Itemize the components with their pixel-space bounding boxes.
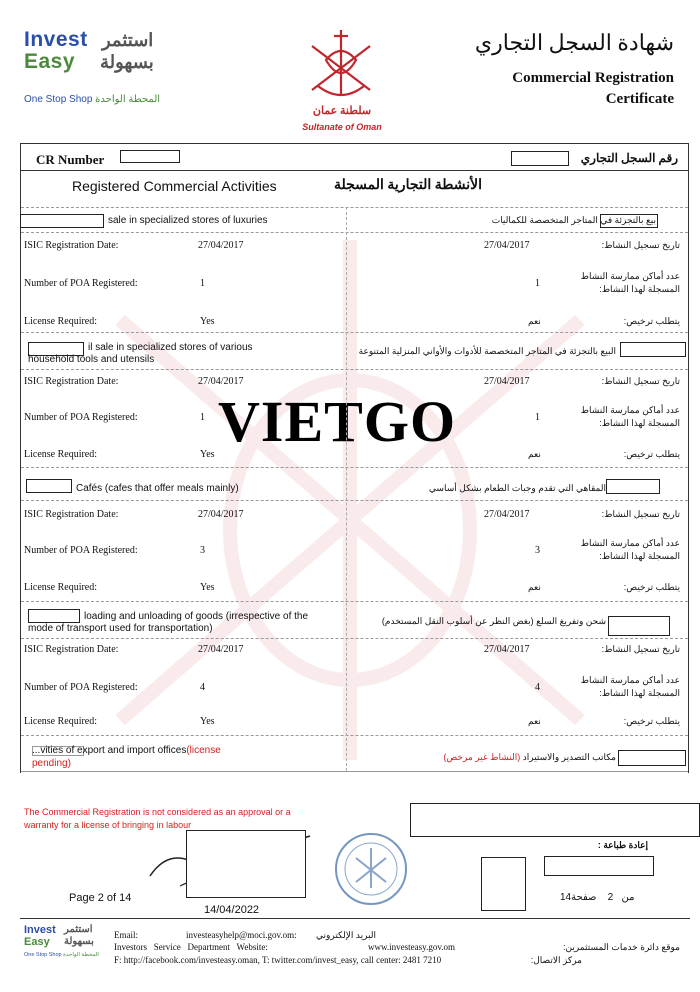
activity-3-code-redacted [26, 479, 72, 493]
footer-note-line-2: warranty for a license of bringing in labour [24, 820, 192, 830]
footer-logo-invest: Invest [24, 924, 56, 936]
page-number-ar [560, 892, 635, 903]
contact-call-center-ar: مركز الاتصال: [530, 955, 582, 965]
activity-4-header-line [21, 638, 688, 639]
activity-1-bottom-line [21, 332, 688, 333]
activity-2-title-ar: البيع بالتجزئة في المتاجر المتخصصة للأدوات والأواني المنزلية المتنوعة [358, 346, 616, 356]
activity-3-poa-label-ar-2: المسجلة لهذا النشاط: [599, 551, 680, 561]
contact-email-ar: البريد الإلكتروني [316, 930, 377, 940]
signature-redacted [186, 830, 306, 898]
activity-1-license-label-ar: يتطلب ترخيص: [623, 316, 680, 326]
activity-5-license-pending: (license [186, 745, 221, 756]
activity-2-license-label-ar: يتطلب ترخيص: [623, 449, 680, 459]
activity-2-date-en: 27/04/2017 [198, 376, 244, 387]
activity-1-license-label: License Required: [24, 316, 98, 327]
activity-3-poa-ar: 3 [535, 545, 540, 556]
footer-logo-tagline-en: One Stop Shop [24, 952, 62, 958]
oman-emblem [300, 24, 382, 116]
activity-3-title-en: Cafés (cafes that offer meals mainly) [76, 483, 239, 494]
activity-1-poa-label-ar-1: عدد أماكن ممارسة النشاط [580, 271, 680, 281]
cr-number-value-ar-redacted [511, 151, 569, 166]
activity-4-date-ar: 27/04/2017 [484, 644, 530, 655]
footer-logo-tagline [24, 952, 99, 958]
activity-2-poa-ar: 1 [535, 412, 540, 423]
activity-1-license-ar: نعم [528, 316, 541, 326]
activity-1-code-redacted [20, 214, 104, 228]
activity-5-title-ar-text: مكاتب التصدير والاستيراد [522, 752, 616, 762]
activity-2-isic-label: ISIC Registration Date: [24, 376, 119, 387]
page-ar-total: 14 [560, 892, 572, 903]
activity-4-isic-label: ISIC Registration Date: [24, 644, 119, 655]
activity-4-date-en: 27/04/2017 [198, 644, 244, 655]
column-divider [346, 207, 347, 771]
activity-2-poa-label-ar-2: المسجلة لهذا النشاط: [599, 418, 680, 428]
activity-1-poa-en: 1 [200, 278, 205, 289]
activity-4-title-en: loading and unloading of goods (irrespective of the [84, 611, 309, 622]
activity-5-title-en-text: ...vities of export and import offices [32, 745, 187, 756]
footer-note-ar-redacted [410, 803, 700, 837]
vietgo-watermark: VIETGO [218, 389, 457, 454]
logo-tagline-ar: المحطة الواحدة [95, 94, 161, 105]
activities-heading-ar: الأنشطة التجارية المسجلة [333, 178, 482, 193]
activity-2-date-ar: 27/04/2017 [484, 376, 530, 387]
cr-row-divider [21, 170, 688, 171]
footer-separator [20, 918, 690, 919]
logo-word-easy: Easy [24, 50, 76, 73]
activity-2-poa-en: 1 [200, 412, 205, 423]
activity-4-code-ar-redacted [608, 616, 670, 636]
activity-3-license-label-ar: يتطلب ترخيص: [623, 582, 680, 592]
activity-2-license-label: License Required: [24, 449, 98, 460]
activity-2-poa-label: Number of POA Registered: [24, 412, 138, 423]
print-date: 14/04/2022 [204, 904, 260, 916]
activity-5-title-en [32, 745, 221, 756]
activity-2-title-en-2: household tools and utensils [28, 354, 155, 365]
cr-number-value-redacted [120, 150, 180, 163]
logo-tagline [24, 94, 160, 105]
cr-number-label-ar: رقم السجل التجاري [580, 151, 678, 165]
activity-4-title-en-2: mode of transport used for transportation) [28, 623, 213, 634]
contact-email-label: Email: [114, 930, 138, 940]
activity-4-code-redacted [28, 609, 80, 623]
activity-5-title-ar [443, 752, 616, 763]
activity-1-isic-label: ISIC Registration Date: [24, 240, 119, 251]
activity-1-poa-ar: 1 [535, 278, 540, 289]
activities-heading-en: Registered Commercial Activities [72, 178, 277, 194]
cr-number-label: CR Number [36, 152, 105, 167]
activity-4-bottom-line [21, 735, 688, 736]
contact-site-label-ar: موقع دائرة خدمات المستثمرين: [562, 942, 680, 952]
activities-end-line [21, 771, 688, 772]
activity-1-poa-label-ar-2: المسجلة لهذا النشاط: [599, 284, 680, 294]
activity-2-title-en: il sale in specialized stores of various [88, 342, 253, 353]
logo-tagline-en: One Stop Shop [24, 94, 93, 105]
page-number-en: Page 2 of 14 [69, 892, 132, 904]
emblem-caption-ar: سلطنة عمان [312, 105, 372, 117]
activity-3-poa-label: Number of POA Registered: [24, 545, 138, 556]
page-id-redacted [544, 856, 654, 876]
activity-3-bottom-line [21, 601, 688, 602]
activity-5-license-pending-2: pending) [32, 758, 71, 769]
logo-word-invest: Invest [24, 28, 88, 51]
reprint-label-ar: إعادة طباعة : [597, 840, 648, 850]
activity-1-title-ar: بيع بالتجزئة في المتاجر المتخصصة للكماليات [491, 215, 656, 225]
activity-4-poa-en: 4 [200, 682, 205, 693]
activity-1-isic-label-ar: تاريخ تسجيل النشاط: [601, 240, 680, 250]
activity-1-top-line [21, 207, 688, 208]
contact-email[interactable]: investeasyhelp@moci.gov.om: [186, 930, 297, 940]
activity-1-poa-label: Number of POA Registered: [24, 278, 138, 289]
official-stamp [332, 830, 410, 908]
activity-1-date-en: 27/04/2017 [198, 240, 244, 251]
activity-2-bottom-line [21, 467, 688, 468]
activity-5-code-ar-redacted [618, 750, 686, 766]
contact-website[interactable]: www.investeasy.gov.om [368, 942, 455, 952]
certificate-title-en-2: Certificate [605, 91, 674, 107]
footer-logo-easy: Easy [24, 936, 50, 948]
page-ar-label: صفحة [571, 892, 597, 903]
activity-4-license-label-ar: يتطلب ترخيص: [623, 716, 680, 726]
page-ar-of: من [621, 892, 635, 903]
activity-3-license-en: Yes [200, 582, 215, 593]
activity-2-code-ar-redacted [620, 342, 686, 357]
certificate-title-en-1: Commercial Registration [512, 70, 674, 86]
activity-3-poa-label-ar-1: عدد أماكن ممارسة النشاط [580, 538, 680, 548]
activity-3-date-en: 27/04/2017 [198, 509, 244, 520]
activity-5-license-pending-ar: (النشاط غير مرخص) [443, 752, 521, 762]
activity-1-date-ar: 27/04/2017 [484, 240, 530, 251]
activity-4-isic-label-ar: تاريخ تسجيل النشاط: [601, 644, 680, 654]
activity-4-license-en: Yes [200, 716, 215, 727]
activity-3-isic-label: ISIC Registration Date: [24, 509, 119, 520]
logo-arabic-2: بسهولة [100, 52, 154, 72]
activity-4-poa-ar: 4 [535, 682, 540, 693]
footer-logo-arabic-2: بسهولة [64, 936, 94, 947]
barcode-redacted [481, 857, 526, 911]
activity-4-poa-label-ar-1: عدد أماكن ممارسة النشاط [580, 675, 680, 685]
activity-4-title-ar: شحن وتفريغ السلع (بغض النظر عن أسلوب النقل المستخدم) [381, 616, 606, 626]
footer-logo [24, 924, 106, 968]
activity-4-license-label: License Required: [24, 716, 98, 727]
activity-2-license-ar: نعم [528, 449, 541, 459]
activity-3-date-ar: 27/04/2017 [484, 509, 530, 520]
logo-arabic-1: استثمر [102, 30, 154, 50]
contact-site-label: Investors Service Department Website: [114, 942, 268, 952]
activity-4-license-ar: نعم [528, 716, 541, 726]
footer-note-line-1: The Commercial Registration is not considered as an approval or a [24, 807, 291, 817]
activity-1-license-en: Yes [200, 316, 215, 327]
contact-social[interactable]: F: http://facebook.com/investeasy.oman, T: twitter.com/invest_easy, call center: 2481 7210 [114, 955, 442, 965]
activity-3-title-ar: المقاهي التي تقدم وجبات الطعام بشكل أساسي [428, 483, 606, 493]
activity-3-license-label: License Required: [24, 582, 98, 593]
activity-3-isic-label-ar: تاريخ تسجيل النشاط: [601, 509, 680, 519]
activity-3-header-line [21, 500, 688, 501]
activity-3-poa-en: 3 [200, 545, 205, 556]
activity-3-license-ar: نعم [528, 582, 541, 592]
activity-1-header-line [21, 232, 688, 233]
footer-logo-tagline-ar: المحطة الواحدة [63, 952, 99, 958]
emblem-caption-en: Sultanate of Oman [302, 122, 382, 132]
activity-2-header-line [21, 369, 688, 370]
footer-logo-arabic-1: استثمر [64, 924, 93, 935]
page-ar-num: 2 [607, 892, 614, 903]
activity-1-title-en: sale in specialized stores of luxuries [108, 215, 268, 226]
certificate-title-ar: شهادة السجل التجاري [474, 30, 674, 55]
activity-2-poa-label-ar-1: عدد أماكن ممارسة النشاط [580, 405, 680, 415]
invest-easy-logo [22, 28, 182, 118]
activity-4-poa-label-ar-2: المسجلة لهذا النشاط: [599, 688, 680, 698]
activity-2-isic-label-ar: تاريخ تسجيل النشاط: [601, 376, 680, 386]
activity-3-code-ar-redacted [606, 479, 660, 494]
activity-4-poa-label: Number of POA Registered: [24, 682, 138, 693]
activity-2-license-en: Yes [200, 449, 215, 460]
